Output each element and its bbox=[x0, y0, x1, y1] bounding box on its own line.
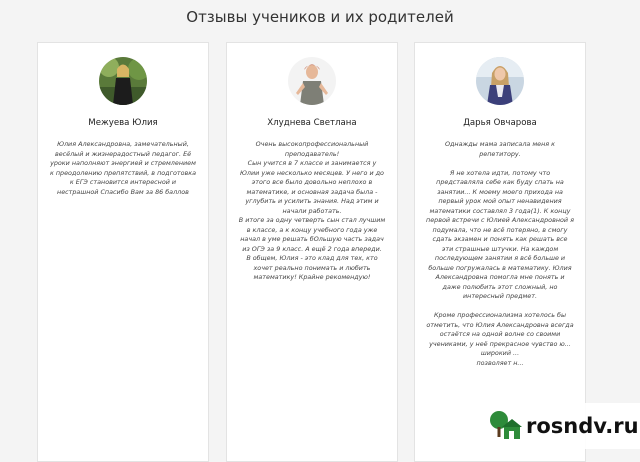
avatar bbox=[288, 57, 336, 105]
review-text bbox=[238, 140, 386, 283]
avatar bbox=[476, 57, 524, 105]
review-card bbox=[414, 42, 586, 462]
review-paragraph: В общем, Юлия - это клад для тех, кто хочет реально понимать и любить математику! Крайне рекомендую! bbox=[246, 254, 378, 281]
reviewer-name: Дарья Овчарова bbox=[463, 118, 537, 128]
avatar bbox=[99, 57, 147, 105]
watermark bbox=[482, 403, 640, 449]
review-spacer bbox=[426, 302, 574, 312]
review-spacer bbox=[426, 159, 574, 169]
watermark-text: rosndv.ru bbox=[526, 414, 639, 438]
section-title: Отзывы учеников и их родителей bbox=[186, 8, 454, 26]
review-paragraph: Юлия Александровна, замечательный, весёлый и жизнерадостный педагог. Её уроки наполняют энергией и стремлением к преодолению препятствий, в подготовка к ЕГЭ становится интересной и нестрашной Спасибо Вам за 86 баллов bbox=[49, 140, 197, 196]
review-paragraph: В итоге за одну четверть сын стал лучшим в классе, а к концу учебного года уже начал в уме решать бОльшую часть задач из ОГЭ за 9 класс. А ещё 2 года впереди. bbox=[238, 216, 386, 253]
house-tree-icon bbox=[488, 409, 522, 443]
review-paragraph: широкий ... bbox=[480, 349, 520, 357]
review-card bbox=[37, 42, 209, 462]
review-card bbox=[226, 42, 398, 462]
review-paragraph: Очень высокопрофессиональный преподаватель! bbox=[255, 140, 369, 158]
reviewer-name: Хлуднева Светлана bbox=[267, 118, 357, 128]
review-paragraph: Я не хотела идти, потому что представляла себе как буду спать на занятии... К моему моего прихода на первый урок мой опыт ненавидения математики составлял 3 года(1). К концу первой встречи с Юлией Александровной я подумала, что не всё потеряно, в смогу сдать экзамен и понять как решать все эти страшные штучки. На каждом последующем занятии я всё больше и больше погружалась в математику. Юлия Александровна помогла мне понять и даже полюбить этот сложный, но интересный предмет. bbox=[426, 168, 574, 300]
review-paragraph: Однажды мама записала меня к репетитору. bbox=[444, 140, 556, 158]
review-text bbox=[49, 140, 197, 197]
review-paragraph: позволяет н... bbox=[476, 358, 524, 367]
review-paragraph: Кроме профессионализма хотелось бы отметить, что Юлия Александровна всегда остаётся на одной волне со своими учениками, у неё прекрасное чувство ю... bbox=[426, 311, 574, 348]
review-paragraph: Сын учится в 7 классе и занимается у Юлии уже несколько месяцев. У него и до этого все было довольно неплохо в математике, и основная задача была - углубить и усилить знания. Над этим и начали работать. bbox=[240, 159, 384, 215]
reviewer-name: Межуева Юлия bbox=[88, 118, 158, 128]
review-text bbox=[426, 140, 574, 368]
